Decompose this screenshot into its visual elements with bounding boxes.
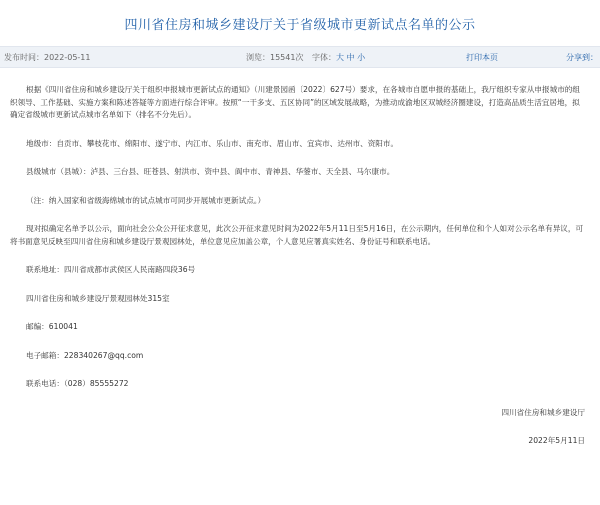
- contact-postcode: 邮编：610041: [26, 322, 78, 331]
- county-city-list: 县级城市（县城）：泸县、三台县、旺苍县、射洪市、资中县、阆中市、青神县、华蓥市、天全县、马尔康市。: [26, 167, 395, 176]
- intro-paragraph: 根据《四川省住房和城乡建设厅关于组织申报城市更新试点的通知》（川建景园函〔2022〕627号）要求，在各城市自愿申报的基础上，我厅组织专家从申报城市的组织领导、工作基础、实施方案和陈述答疑等方面进行综合评审。按照“一干多支、五区协同”的区域发展战略，为推动成渝地区双城经济圈建设，打造高品质生活宜居地，拟确定省级城市更新试点城市名单如下（排名不分先后）。: [10, 85, 580, 119]
- contact-email: 电子邮箱：228340267@qq.com: [26, 350, 144, 360]
- font-medium-link[interactable]: 中: [346, 53, 355, 62]
- prefecture-city-list: 地级市：自贡市、攀枝花市、绵阳市、遂宁市、内江市、乐山市、南充市、眉山市、宜宾市、达州市、资阳市。: [26, 138, 399, 148]
- contact-address: 联系地址：四川省成都市武侯区人民南路四段36号: [26, 265, 196, 274]
- font-small-link[interactable]: 小: [357, 53, 366, 62]
- signature: 四川省住房和城乡建设厅: [501, 407, 585, 417]
- font-large-link[interactable]: 大: [336, 53, 344, 62]
- font-size-label: 字体：: [312, 53, 336, 62]
- share-link[interactable]: 分享到：: [566, 53, 598, 62]
- print-link[interactable]: 打印本页: [466, 53, 498, 62]
- note-paragraph: （注：纳入国家和省级海绵城市的试点城市可同步开展城市更新试点。）: [26, 195, 266, 205]
- publicity-paragraph: 现对拟确定名单予以公示，面向社会公众公开征求意见，此次公开征求意见时间为2022年5月11日至5月16日，在公示期内，任何单位和个人如对公示名单有异议，可将书面意见反映至四川省住房和城乡建设厅景观园林处，单位意见应加盖公章，个人意见应署真实姓名、身份证号和联系电话。: [10, 224, 584, 246]
- contact-department: 四川省住房和城乡建设厅景观园林处315室: [26, 293, 170, 303]
- page-title: 四川省住房和城乡建设厅关于省级城市更新试点名单的公示: [124, 18, 476, 33]
- publish-date: 发布时间：2022-05-11: [4, 53, 91, 62]
- signature-date: 2022年5月11日: [528, 436, 585, 445]
- article-meta-bar: [0, 46, 600, 68]
- contact-phone: 联系电话：（028）85555272: [26, 379, 129, 388]
- font-size-selector: [312, 52, 365, 63]
- article-body: [10, 84, 585, 448]
- view-count: 浏览：15541次: [246, 53, 304, 62]
